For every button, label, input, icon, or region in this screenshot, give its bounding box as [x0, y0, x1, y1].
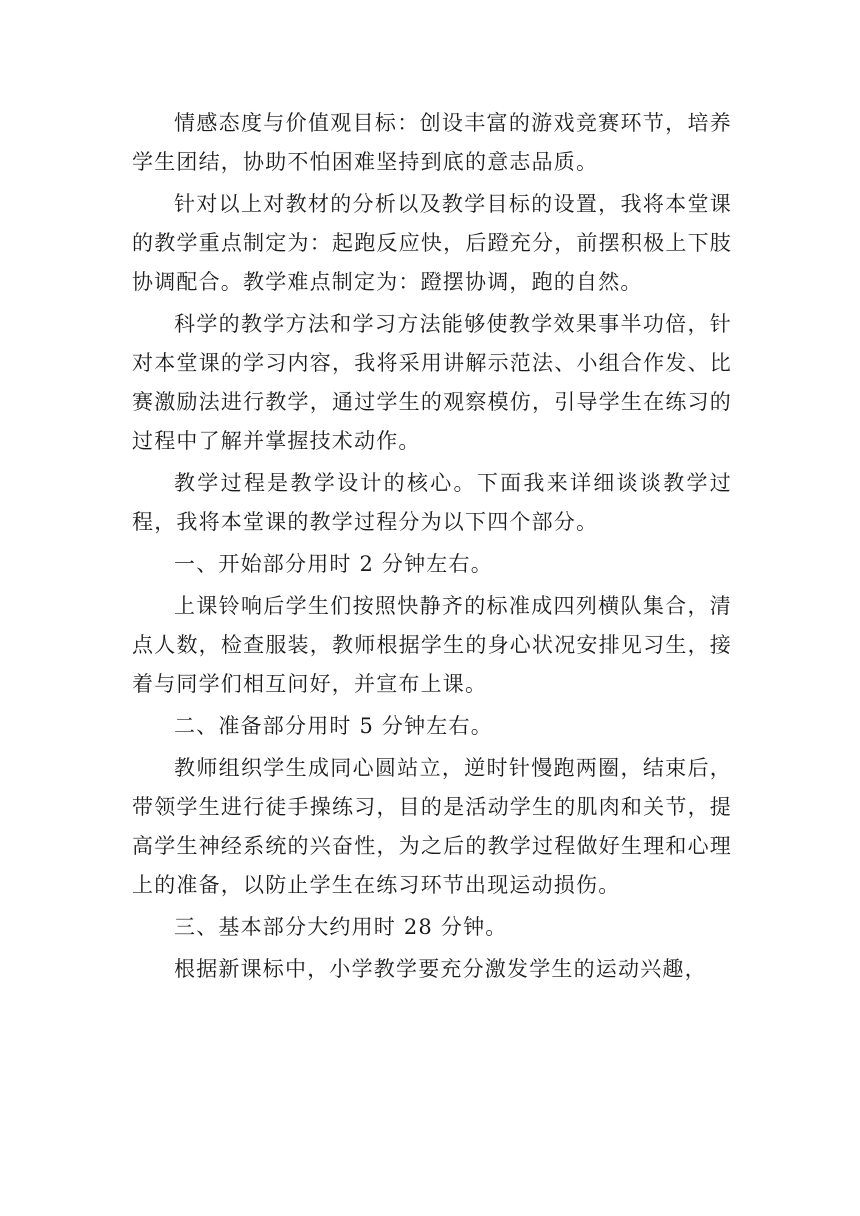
heading-part-two: 二、准备部分用时 5 分钟左右。	[174, 714, 493, 738]
paragraph-part-two: 教师组织学生成同心圆站立，逆时针慢跑两圈，结束后，带领学生进行徒手操练习，目的是活动学生的肌肉和关节，提高学生神经系统的兴奋性，为之后的教学过程做好生理和心理上的准备，以防止学生在练习环节出现运动损伤。	[132, 756, 732, 897]
paragraph-emotional-goal: 情感态度与价值观目标：创设丰富的游戏竞赛环节，培养学生团结，协助不怕困难坚持到底的意志品质。	[132, 111, 732, 174]
paragraph-key-points: 针对以上对教材的分析以及教学目标的设置，我将本堂课的教学重点制定为：起跑反应快，后蹬充分，前摆积极上下肢协调配合。教学难点制定为：蹬摆协调，跑的自然。	[132, 192, 732, 294]
paragraph-part-one: 上课铃响后学生们按照快静齐的标准成四列横队集合，清点人数，检查服装，教师根据学生的身心状况安排见习生，接着与同学们相互问好，并宣布上课。	[132, 594, 732, 696]
paragraph-part-three: 根据新课标中，小学教学要充分激发学生的运动兴趣，	[174, 957, 707, 981]
paragraph-teaching-process: 教学过程是教学设计的核心。下面我来详细谈谈教学过程，我将本堂课的教学过程分为以下四个部分。	[132, 471, 732, 534]
heading-part-one: 一、开始部分用时 2 分钟左右。	[174, 552, 493, 576]
paragraph-teaching-methods: 科学的教学方法和学习方法能够使教学效果事半功倍，针对本堂课的学习内容，我将采用讲解示范法、小组合作发、比赛激励法进行教学，通过学生的观察模仿，引导学生在练习的过程中了解并掌握技术动作。	[132, 312, 732, 453]
heading-part-three: 三、基本部分大约用时 28 分钟。	[174, 915, 508, 939]
document-page	[132, 104, 732, 989]
